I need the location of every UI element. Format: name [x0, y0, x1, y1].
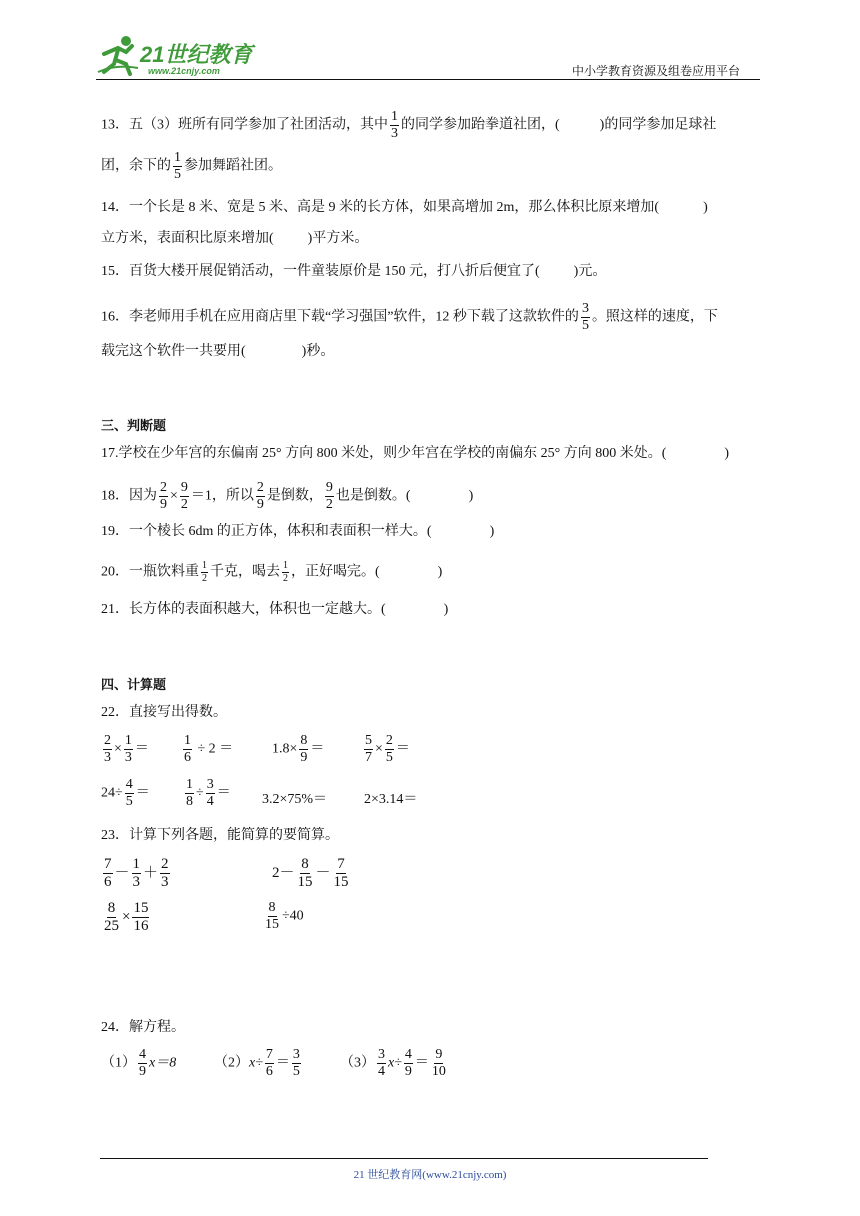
question-15: 15．百货大楼开展促销活动，一件童装原价是 150 元，打八折后便宜了( )元。: [101, 264, 607, 279]
question-13-line-2: 团，余下的 $\frac{1}{5}$ 参加舞蹈社团。: [101, 150, 282, 182]
fraction: $\frac{1}{5}$: [174, 150, 181, 182]
question-23-title: 23．计算下列各题，能简算的要简算。: [101, 828, 339, 843]
question-18: 18．因为 $\frac{2}{9}$ × $\frac{9}{2}$ ＝1，所以 $\frac{2}{9}$ 是倒数， $\frac{9}{2}$ 也是倒数。( ): [101, 480, 474, 512]
question-24-title: 24．解方程。: [101, 1020, 185, 1035]
question-14-line-2: 立方米，表面积比原来增加( )平方米。: [101, 231, 369, 246]
equation-2: （2）x÷ $\frac{7}{6}$ ＝ $\frac{3}{5}$: [214, 1047, 300, 1079]
calc-item: 1.8× $\frac{8}{9}$ ＝: [272, 733, 325, 765]
question-22-title: 22．直接写出得数。: [101, 705, 227, 720]
calc-expression: 2－ $\frac{8}{15}$ － $\frac{7}{15}$: [272, 856, 349, 890]
equation-3: （3） $\frac{3}{4}$ x÷ $\frac{4}{9}$ ＝ $\frac{9}{10}$: [340, 1047, 446, 1079]
logo-main-text: 21世纪教育: [140, 42, 253, 67]
calc-expression: $\frac{8}{15}$ ÷40: [265, 900, 304, 932]
section-4-heading: 四、计算题: [101, 677, 167, 692]
calc-expression: $\frac{7}{6}$ － $\frac{1}{3}$ ＋ $\frac{2}{3}$: [104, 856, 169, 890]
calc-item: $\frac{2}{3}$ × $\frac{1}{3}$ ＝: [104, 733, 149, 765]
calc-item: $\frac{1}{6}$ ÷ 2 ＝: [184, 733, 234, 765]
logo: [96, 34, 266, 78]
section-3-heading: 三、判断题: [101, 418, 167, 433]
calc-expression: $\frac{8}{25}$ × $\frac{15}{16}$: [104, 900, 149, 934]
question-20: 20．一瓶饮料重 $\frac{1}{2}$ 千克，喝去 $\frac{1}{2}$ ，正好喝完。( ): [101, 560, 443, 584]
fraction: $\frac{3}{5}$: [581, 301, 589, 333]
question-14-line-1: 14．一个长是 8 米、宽是 5 米、高是 9 米的长方体，如果高增加 2m，那么体积比原来增加( ): [101, 200, 708, 215]
runner-logo-icon: [96, 34, 140, 78]
calc-item: 3.2×75%＝: [262, 792, 328, 807]
equation-1: （1） $\frac{4}{9}$ x＝8: [101, 1047, 177, 1079]
calc-item: 24÷ $\frac{4}{5}$ ＝: [101, 777, 150, 809]
logo-url-text: www.21cnjy.com: [148, 66, 220, 76]
calc-item: $\frac{5}{7}$ × $\frac{2}{5}$ ＝: [365, 733, 410, 765]
calc-item: $\frac{1}{8}$ ÷ $\frac{3}{4}$ ＝: [186, 777, 231, 809]
question-17: 17.学校在少年宫的东偏南 25° 方向 800 米处，则少年宫在学校的南偏东 25° 方向 800 米处。( ): [101, 446, 730, 461]
question-16-line-1: 16．李老师用手机在应用商店里下载“学习强国”软件，12 秒下载了这款软件的 $\frac{3}{5}$ 。照这样的速度，下: [101, 301, 718, 333]
question-19: 19．一个棱长 6dm 的正方体，体积和表面积一样大。( ): [101, 524, 495, 539]
fraction: $\frac{1}{3}$: [391, 109, 398, 141]
footer-rule: [100, 1158, 708, 1159]
header-rule: [96, 79, 760, 80]
question-16-line-2: 载完这个软件一共要用( )秒。: [101, 344, 335, 359]
calc-item: 2×3.14＝: [364, 792, 418, 807]
question-13-line-1: 13．五（3）班所有同学参加了社团活动，其中 $\frac{1}{3}$ 的同学参加跆拳道社团，( )的同学参加足球社: [101, 109, 717, 141]
question-21: 21．长方体的表面积越大，体积也一定越大。( ): [101, 602, 449, 617]
header-tagline: 中小学教育资源及组卷应用平台: [572, 64, 741, 78]
footer-text: 21 世纪教育网(www.21cnjy.com): [353, 1169, 507, 1181]
